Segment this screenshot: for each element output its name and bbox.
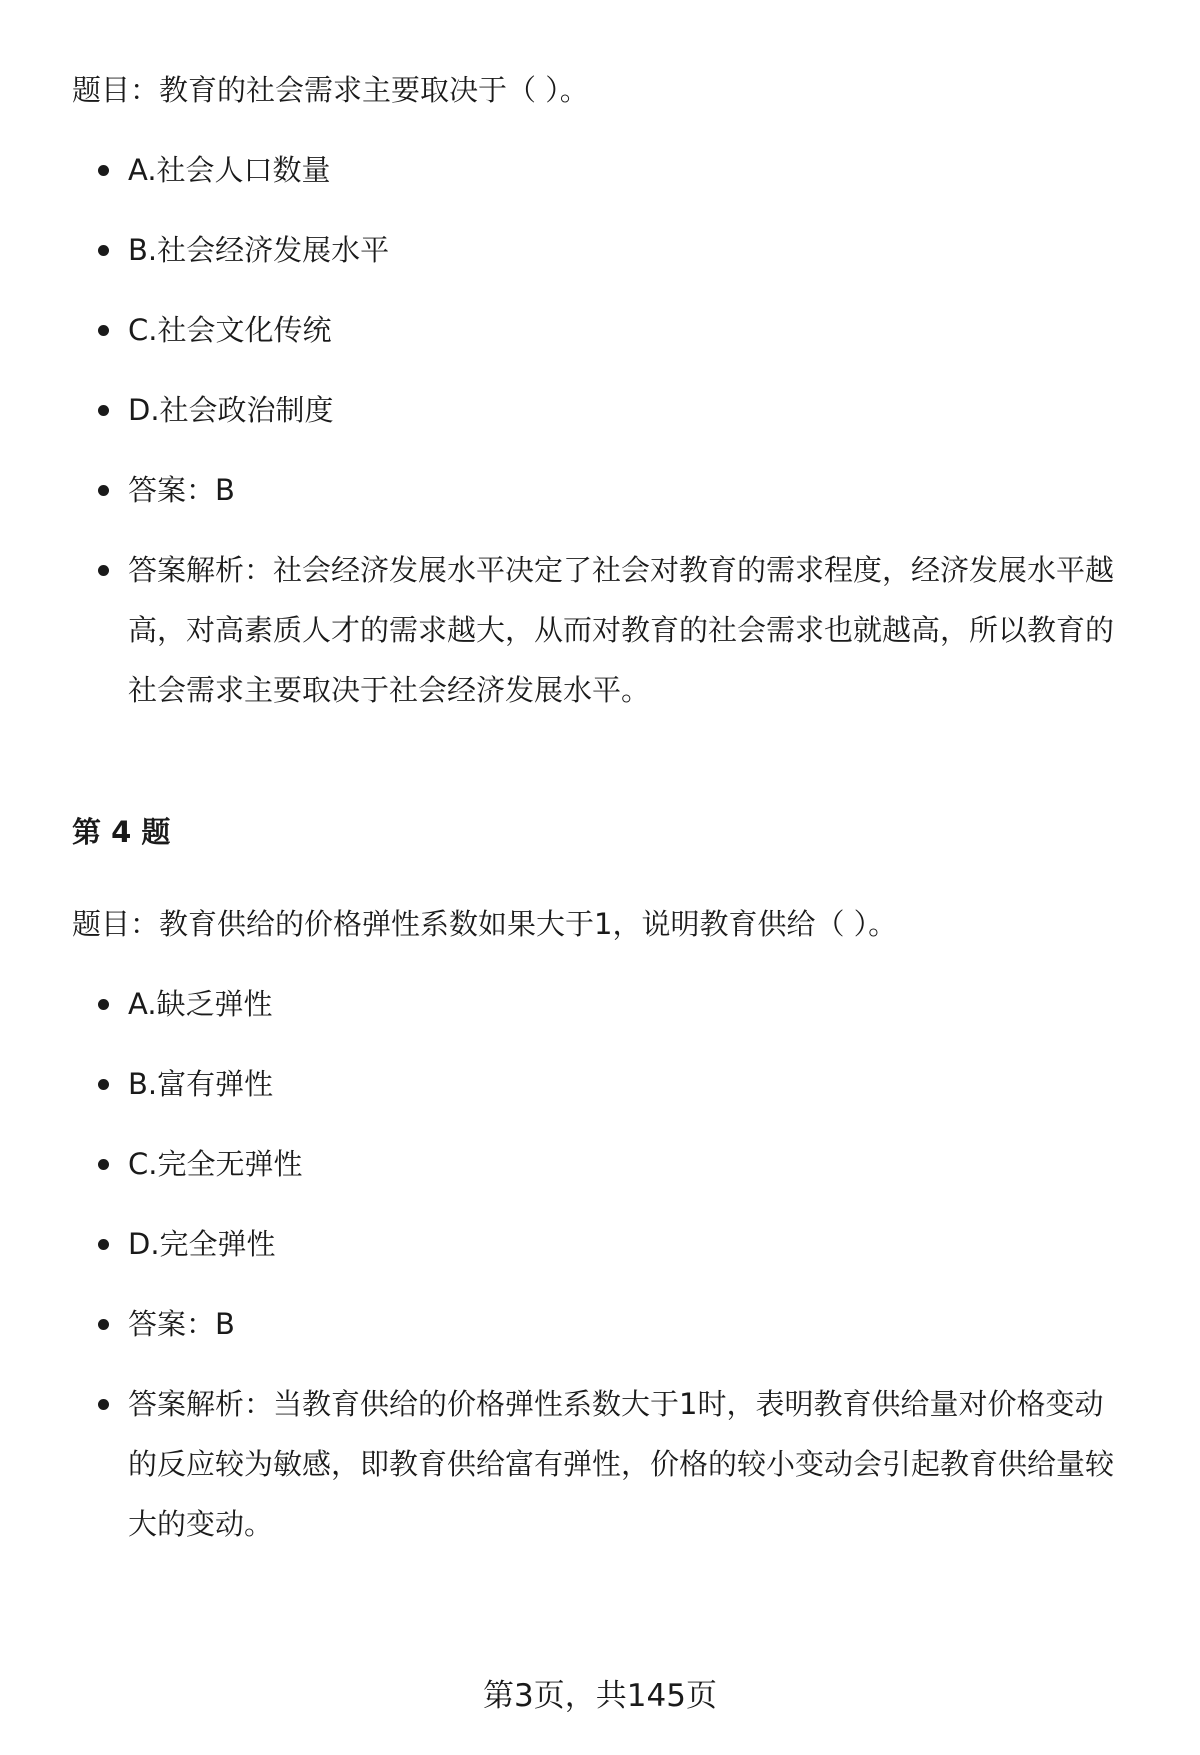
page-number-footer: 第3页，共145页 — [483, 1678, 717, 1714]
option-label: D.完全弹性 — [128, 1227, 276, 1261]
option-label: B.社会经济发展水平 — [128, 233, 390, 267]
option-label: A.社会人口数量 — [128, 153, 331, 187]
question-4-text: 题目：教育供给的价格弹性系数如果大于1，说明教育供给（ ）。 — [72, 907, 898, 941]
bullet-icon — [98, 245, 109, 256]
question-4-option-b — [98, 1064, 1148, 1104]
question-4-option-c — [98, 1144, 1148, 1184]
bullet-icon — [98, 485, 109, 496]
question-4-answer — [98, 1304, 1148, 1344]
question-3-answer — [98, 470, 1148, 510]
question-4-analysis — [98, 1374, 1148, 1554]
question-3-analysis — [98, 540, 1148, 720]
bullet-icon — [98, 1159, 109, 1170]
bullet-icon — [98, 565, 109, 576]
answer-label: 答案：B — [128, 473, 235, 507]
analysis-line: 答案解析：当教育供给的价格弹性系数大于1时，表明教育供给量对价格变动 — [128, 1387, 1104, 1421]
bullet-icon — [98, 1319, 109, 1330]
question-3-option-d — [98, 390, 1148, 430]
option-label: B.富有弹性 — [128, 1067, 274, 1101]
question-3-option-b — [98, 230, 1148, 270]
bullet-icon — [98, 1079, 109, 1090]
question-4-heading: 第 4 题 — [72, 815, 171, 849]
bullet-icon — [98, 1399, 109, 1410]
answer-label: 答案：B — [128, 1307, 235, 1341]
analysis-text — [128, 1374, 1148, 1554]
option-label: C.社会文化传统 — [128, 313, 332, 347]
bullet-icon — [98, 1239, 109, 1250]
bullet-icon — [98, 325, 109, 336]
question-3-option-c — [98, 310, 1148, 350]
analysis-text — [128, 540, 1148, 720]
bullet-icon — [98, 999, 109, 1010]
question-3-option-a — [98, 150, 1148, 190]
analysis-line: 社会需求主要取决于社会经济发展水平。 — [128, 673, 651, 707]
option-label: D.社会政治制度 — [128, 393, 334, 427]
question-4-option-d — [98, 1224, 1148, 1264]
analysis-line: 高，对高素质人才的需求越大，从而对教育的社会需求也就越高，所以教育的 — [128, 613, 1115, 647]
analysis-line: 的反应较为敏感，即教育供给富有弹性，价格的较小变动会引起教育供给量较 — [128, 1447, 1115, 1481]
bullet-icon — [98, 405, 109, 416]
bullet-icon — [98, 165, 109, 176]
option-label: C.完全无弹性 — [128, 1147, 303, 1181]
question-3-text: 题目：教育的社会需求主要取决于（ ）。 — [72, 73, 589, 107]
question-4-option-a — [98, 984, 1148, 1024]
analysis-line: 大的变动。 — [128, 1507, 274, 1541]
analysis-line: 答案解析：社会经济发展水平决定了社会对教育的需求程度，经济发展水平越 — [128, 553, 1115, 587]
option-label: A.缺乏弹性 — [128, 987, 273, 1021]
